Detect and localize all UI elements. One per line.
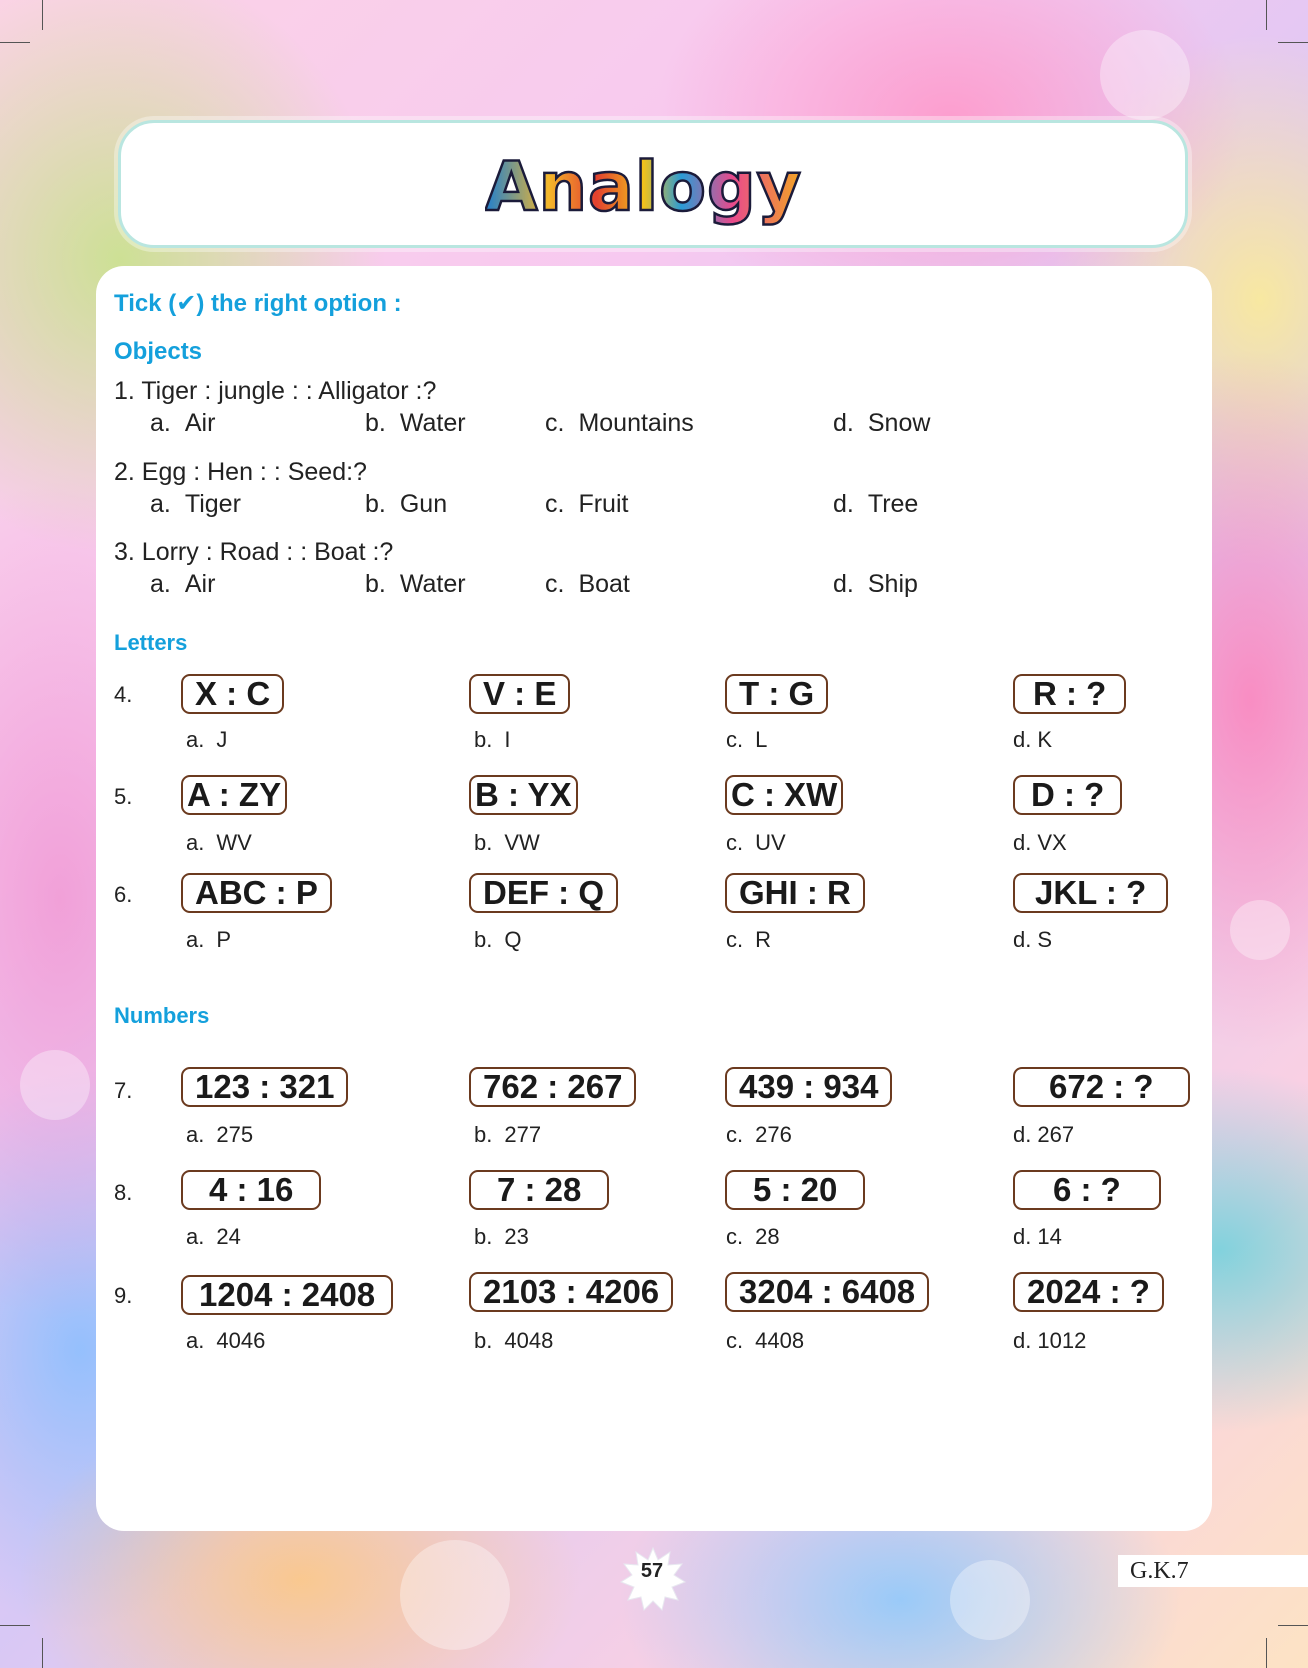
section-letters-heading: Letters: [114, 630, 188, 655]
section-numbers-heading: Numbers: [114, 1003, 210, 1028]
option-7d[interactable]: d. 267: [1013, 1122, 1075, 1147]
option-7a[interactable]: a. 275: [186, 1122, 254, 1147]
q6-pair-2: DEF : Q: [469, 873, 618, 913]
q7-pair-3: 439 : 934: [725, 1067, 892, 1107]
svg-text:Analogy: Analogy: [485, 148, 802, 227]
question-6-number: 6.: [114, 882, 133, 907]
question-3-text: 3. Lorry : Road : : Boat :?: [114, 538, 394, 566]
option-2b[interactable]: b. Gun: [365, 490, 448, 518]
option-3a[interactable]: a. Air: [150, 570, 216, 598]
q4-pair-1: X : C: [181, 674, 284, 714]
q8-pair-2: 7 : 28: [469, 1170, 609, 1210]
option-9b[interactable]: b. 4048: [474, 1328, 554, 1353]
trim-mark: [0, 1625, 30, 1626]
trim-mark: [1266, 0, 1267, 30]
option-8a[interactable]: a. 24: [186, 1224, 241, 1249]
option-9a[interactable]: a. 4046: [186, 1328, 266, 1353]
trim-mark: [0, 42, 30, 43]
option-5a[interactable]: a. WV: [186, 830, 252, 855]
option-7b[interactable]: b. 277: [474, 1122, 542, 1147]
q4-pair-3: T : G: [725, 674, 828, 714]
question-2-text: 2. Egg : Hen : : Seed:?: [114, 458, 367, 486]
page-title: [485, 148, 825, 238]
option-7c[interactable]: c. 276: [726, 1122, 792, 1147]
decor-bubble: [20, 1050, 90, 1120]
option-4b[interactable]: b. I: [474, 727, 511, 752]
q7-pair-2: 762 : 267: [469, 1067, 636, 1107]
q5-pair-4: D : ?: [1013, 775, 1122, 815]
option-8d[interactable]: d. 14: [1013, 1224, 1062, 1249]
decor-bubble: [1100, 30, 1190, 120]
trim-mark: [1278, 42, 1308, 43]
question-8-number: 8.: [114, 1180, 133, 1205]
q5-pair-3: C : XW: [725, 775, 843, 815]
q9-pair-1: 1204 : 2408: [181, 1275, 393, 1315]
trim-mark: [1266, 1638, 1267, 1668]
trim-mark: [42, 1638, 43, 1668]
option-3b[interactable]: b. Water: [365, 570, 466, 598]
q6-pair-3: GHI : R: [725, 873, 865, 913]
book-code: G.K.7: [1118, 1555, 1308, 1587]
q5-pair-1: A : ZY: [181, 775, 287, 815]
q6-pair-4: JKL : ?: [1013, 873, 1168, 913]
q4-pair-2: V : E: [469, 674, 570, 714]
q9-pair-3: 3204 : 6408: [725, 1272, 929, 1312]
option-4a[interactable]: a. J: [186, 727, 228, 752]
question-4-number: 4.: [114, 682, 133, 707]
q8-pair-4: 6 : ?: [1013, 1170, 1161, 1210]
question-7-number: 7.: [114, 1078, 133, 1103]
q8-pair-3: 5 : 20: [725, 1170, 865, 1210]
question-9-number: 9.: [114, 1283, 133, 1308]
option-1d[interactable]: d. Snow: [833, 409, 931, 437]
option-6d[interactable]: d. S: [1013, 927, 1053, 952]
option-8c[interactable]: c. 28: [726, 1224, 780, 1249]
option-5d[interactable]: d. VX: [1013, 830, 1067, 855]
q6-pair-1: ABC : P: [181, 873, 332, 913]
option-9c[interactable]: c. 4408: [726, 1328, 805, 1353]
question-1-text: 1. Tiger : jungle : : Alligator :?: [114, 377, 437, 405]
page-number: 57: [640, 1560, 664, 1582]
option-9d[interactable]: d. 1012: [1013, 1328, 1087, 1353]
q7-pair-1: 123 : 321: [181, 1067, 348, 1107]
q8-pair-1: 4 : 16: [181, 1170, 321, 1210]
instruction-heading: Tick (✔) the right option :: [114, 290, 402, 317]
option-1a[interactable]: a. Air: [150, 409, 216, 437]
option-3c[interactable]: c. Boat: [545, 570, 630, 598]
q9-pair-4: 2024 : ?: [1013, 1272, 1164, 1312]
option-2d[interactable]: d. Tree: [833, 490, 919, 518]
option-4c[interactable]: c. L: [726, 727, 768, 752]
q9-pair-2: 2103 : 4206: [469, 1272, 673, 1312]
option-3d[interactable]: d. Ship: [833, 570, 918, 598]
option-1c[interactable]: c. Mountains: [545, 409, 694, 437]
q7-pair-4: 672 : ?: [1013, 1067, 1190, 1107]
option-2a[interactable]: a. Tiger: [150, 490, 241, 518]
decor-bubble: [1230, 900, 1290, 960]
option-6c[interactable]: c. R: [726, 927, 772, 952]
option-2c[interactable]: c. Fruit: [545, 490, 629, 518]
decor-bubble: [950, 1560, 1030, 1640]
question-5-number: 5.: [114, 784, 133, 809]
option-6a[interactable]: a. P: [186, 927, 232, 952]
decor-bubble: [400, 1540, 510, 1650]
option-5c[interactable]: c. UV: [726, 830, 786, 855]
q5-pair-2: B : YX: [469, 775, 578, 815]
option-5b[interactable]: b. VW: [474, 830, 540, 855]
option-8b[interactable]: b. 23: [474, 1224, 529, 1249]
option-4d[interactable]: d. K: [1013, 727, 1053, 752]
option-1b[interactable]: b. Water: [365, 409, 466, 437]
q4-pair-4: R : ?: [1013, 674, 1126, 714]
trim-mark: [1278, 1625, 1308, 1626]
option-6b[interactable]: b. Q: [474, 927, 522, 952]
section-objects-heading: Objects: [114, 338, 203, 365]
trim-mark: [42, 0, 43, 30]
